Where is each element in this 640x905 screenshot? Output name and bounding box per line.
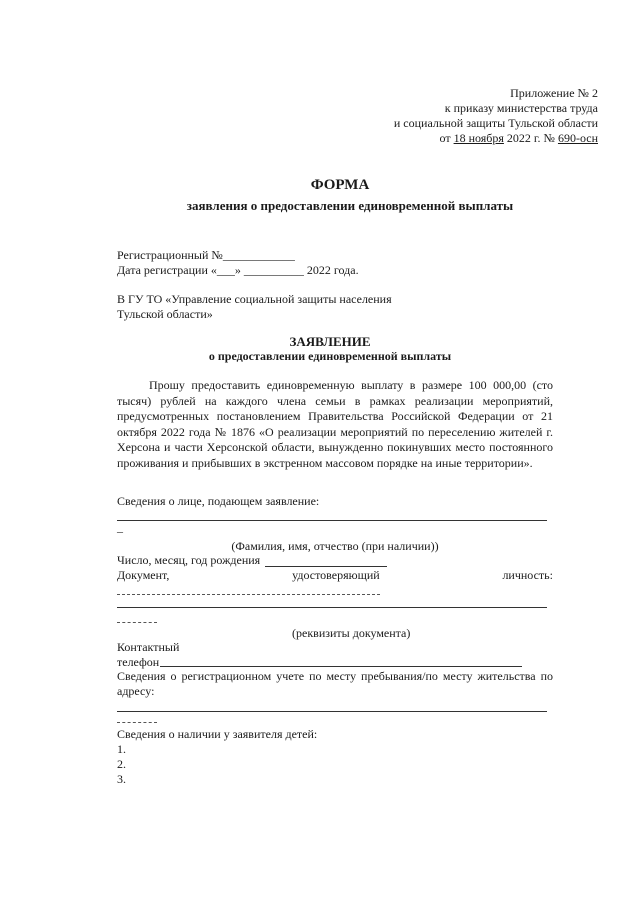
fio-line [117, 520, 547, 521]
form-title: ФОРМА [310, 177, 370, 193]
application-subtitle: о предоставлении единовременной выплаты [208, 349, 452, 363]
annex-line-2: к приказу министерства труда [444, 101, 598, 115]
document-line-3 [117, 622, 157, 623]
annex-line-1: Приложение № 2 [510, 86, 598, 100]
children-item-1: 1. [117, 742, 126, 756]
contact-line [160, 666, 522, 667]
application-body: Прошу предоставить единовременную выплату в размере 100 000,00 (сто тысяч) рублей на каждого члена семьи в рамках реализации мероприятий, предусмотренных постановлением Правительства Российской Федерации от 21 октября 2022 года № 1876 «О реализации мероприятий по переселению жителей г. Херсона и части Херсонской области, вынужденно покинувших место постоянного проживания и прибывших в экстренном массовом порядке на иные территории». [117, 378, 553, 470]
document-row [117, 568, 553, 583]
document-line-1 [117, 594, 380, 595]
addressee-line-2: Тульской области» [117, 307, 213, 321]
annex-number: 690-осн [557, 131, 598, 145]
address-line-2 [117, 722, 157, 723]
document-word-3: личность: [502, 568, 553, 582]
address-line-1 [117, 711, 547, 712]
document-caption: (реквизиты документа) [292, 626, 411, 640]
registration-number: Регистрационный №____________ [117, 248, 295, 262]
annex-prefix: от [439, 131, 454, 145]
application-title: ЗАЯВЛЕНИЕ [289, 334, 371, 349]
annex-block [394, 86, 598, 146]
birth-line [265, 566, 387, 567]
children-heading: Сведения о наличии у заявителя детей: [117, 727, 318, 741]
form-subtitle: заявления о предоставлении единовременной выплаты [186, 198, 514, 213]
annex-date: 18 ноября [453, 131, 504, 145]
children-item-2: 2. [117, 757, 126, 771]
document-line-2 [117, 607, 547, 608]
contact-label-1: Контактный [117, 640, 180, 654]
registration-info: Сведения о регистрационном учете по месту пребывания/по месту жительства по адресу: [117, 669, 553, 698]
annex-mid: 2022 г. № [503, 131, 558, 145]
addressee-line-1: В ГУ ТО «Управление социальной защиты населения [117, 292, 392, 306]
annex-line-3: и социальной защиты Тульской области [393, 116, 598, 130]
birth-label: Число, месяц, год рождения [117, 553, 261, 567]
fio-dash: – [117, 524, 123, 538]
annex-line-4 [394, 131, 598, 146]
contact-label-2: телефон [117, 655, 160, 669]
document-word-1: Документ, [117, 568, 170, 582]
applicant-heading: Сведения о лице, подающем заявление: [117, 494, 320, 508]
document-word-2: удостоверяющий [292, 568, 380, 582]
children-item-3: 3. [117, 772, 126, 786]
fio-caption: (Фамилия, имя, отчество (при наличии)) [231, 539, 439, 553]
registration-date: Дата регистрации «___» __________ 2022 года. [117, 263, 359, 277]
